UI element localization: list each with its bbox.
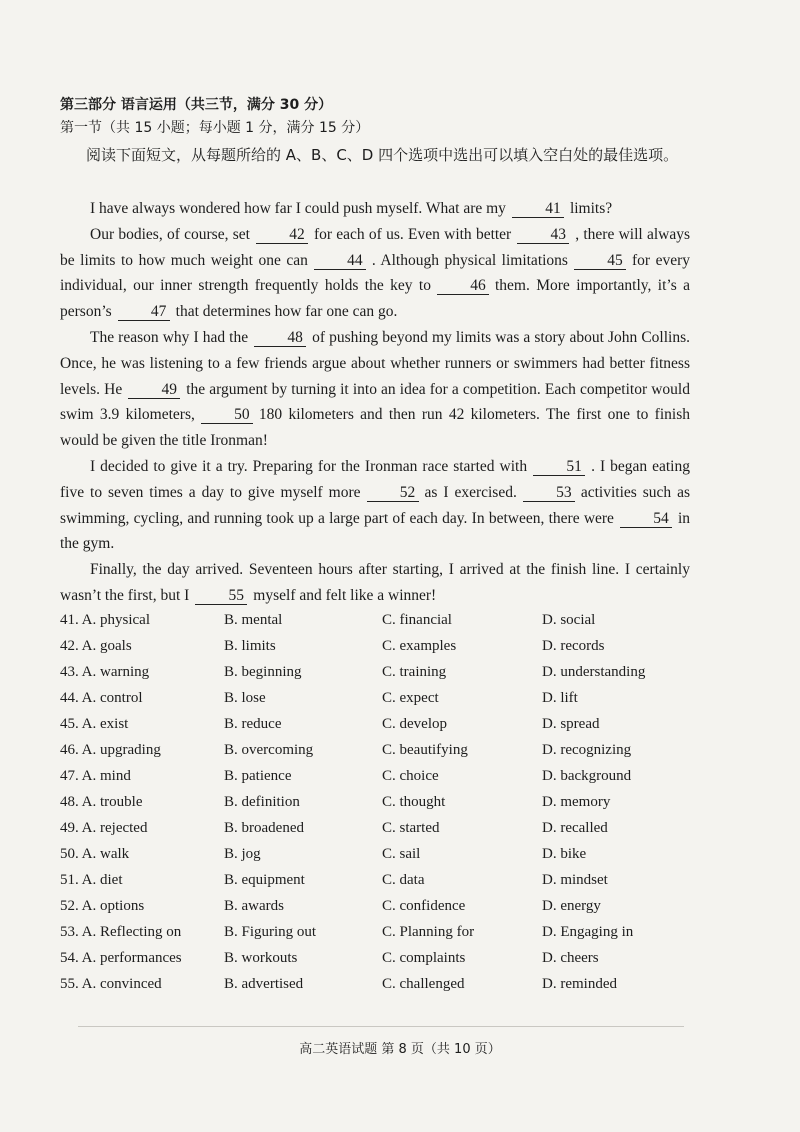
passage-text: that determines how far one can go. xyxy=(175,303,398,321)
option-b: B. patience xyxy=(224,768,292,784)
passage-text: 180 kilometers and then run 42 kilometers. The first one to finish would be given the title Ironman! xyxy=(60,406,690,450)
option-c: C. expect xyxy=(382,690,439,706)
section-title: 第三部分 语言运用（共三节，满分 30 分） xyxy=(60,97,333,113)
option-a: 46. A. upgrading xyxy=(60,742,161,758)
option-a: 47. A. mind xyxy=(60,768,131,784)
blank-41: 41 xyxy=(512,200,564,218)
divider xyxy=(78,1026,684,1027)
option-a: 45. A. exist xyxy=(60,716,129,732)
option-d: D. cheers xyxy=(542,950,599,966)
passage-text: for every individual, our inner strength frequently holds the key to xyxy=(60,251,690,295)
paragraph-3 xyxy=(60,325,690,454)
passage-text: I decided to give it a try. Preparing for the Ironman race started with xyxy=(90,457,528,475)
option-row xyxy=(60,846,700,872)
passage-text: The reason why I had the xyxy=(90,328,249,346)
page-footer: 高二英语试题 第 8 页（共 10 页） xyxy=(299,1042,501,1057)
blank-42: 42 xyxy=(256,226,308,244)
option-row xyxy=(60,742,700,768)
option-b: B. advertised xyxy=(224,976,304,992)
option-b: B. Figuring out xyxy=(224,924,317,940)
option-row xyxy=(60,638,700,664)
option-row xyxy=(60,716,700,742)
paragraph-2 xyxy=(60,222,690,325)
option-b: B. limits xyxy=(224,638,276,654)
option-c: C. training xyxy=(382,664,447,680)
passage-text: in the gym. xyxy=(60,509,690,553)
option-row xyxy=(60,768,700,794)
option-d: D. energy xyxy=(542,898,601,914)
blank-43: 43 xyxy=(517,226,569,244)
option-d: D. reminded xyxy=(542,976,617,992)
passage-text: myself and felt like a winner! xyxy=(253,586,437,604)
option-b: B. definition xyxy=(224,794,300,810)
option-row xyxy=(60,924,700,950)
option-b: B. mental xyxy=(224,612,283,628)
option-a: 50. A. walk xyxy=(60,846,130,862)
option-c: C. thought xyxy=(382,794,446,810)
option-c: C. examples xyxy=(382,638,457,654)
option-row xyxy=(60,872,700,898)
option-b: B. beginning xyxy=(224,664,302,680)
option-d: D. spread xyxy=(542,716,600,732)
paragraph-4 xyxy=(60,454,690,557)
passage-text: limits? xyxy=(569,200,613,217)
option-b: B. broadened xyxy=(224,820,304,836)
option-row xyxy=(60,612,700,638)
blank-52: 52 xyxy=(367,484,419,502)
directions: 阅读下面短文，从每题所给的 A、B、C、D 四个选项中选出可以填入空白处的最佳选项。 xyxy=(86,146,679,164)
option-c: C. data xyxy=(382,872,425,888)
paragraph-5 xyxy=(60,557,690,609)
option-d: D. recalled xyxy=(542,820,608,836)
option-a: 55. A. convinced xyxy=(60,976,162,992)
passage-text: I have always wondered how far I could push myself. What are my xyxy=(90,200,506,217)
passage-text: Our bodies, of course, set xyxy=(90,225,250,243)
option-row xyxy=(60,794,700,820)
passage-text: of pushing beyond my limits was a story about John Collins. Once, he was listening to a few friends argue about whether runners or swimmers had better fitness levels. He xyxy=(60,328,690,398)
blank-54: 54 xyxy=(620,510,672,528)
option-d: D. understanding xyxy=(542,664,646,680)
blank-49: 49 xyxy=(128,381,180,399)
option-b: B. workouts xyxy=(224,950,298,966)
option-row xyxy=(60,898,700,924)
paragraph-1 xyxy=(60,196,690,222)
passage-text: them. More importantly, it’s a person’s xyxy=(60,277,690,321)
blank-44: 44 xyxy=(314,252,366,270)
option-d: D. bike xyxy=(542,846,587,862)
option-c: C. financial xyxy=(382,612,452,628)
option-a: 49. A. rejected xyxy=(60,820,148,836)
option-d: D. mindset xyxy=(542,872,608,888)
option-c: C. sail xyxy=(382,846,421,862)
option-c: C. beautifying xyxy=(382,742,468,758)
option-d: D. Engaging in xyxy=(542,924,634,940)
passage-text: activities such as swimming, cycling, and running took up a large part of each day. In between, there were xyxy=(60,483,690,527)
option-d: D. memory xyxy=(542,794,611,810)
option-row xyxy=(60,976,700,1002)
blank-48: 48 xyxy=(254,329,306,347)
option-b: B. reduce xyxy=(224,716,282,732)
passage-text: the argument by turning it into an idea for a competition. Each competitor would swim 3.9 kilometers, xyxy=(60,380,690,424)
option-c: C. complaints xyxy=(382,950,466,966)
passage-text: for each of us. Even with better xyxy=(313,225,512,243)
passage-text: Finally, the day arrived. Seventeen hours after starting, I arrived at the finish line. I certainly wasn’t the first, but I xyxy=(60,561,690,604)
blank-46: 46 xyxy=(437,277,489,295)
option-c: C. challenged xyxy=(382,976,465,992)
answer-options xyxy=(60,612,700,1002)
blank-50: 50 xyxy=(201,406,253,424)
blank-53: 53 xyxy=(523,484,575,502)
option-d: D. records xyxy=(542,638,605,654)
passage-text: , there will always be limits to how much weight one can xyxy=(60,225,691,269)
option-b: B. awards xyxy=(224,898,284,914)
option-d: D. lift xyxy=(542,690,578,706)
option-row xyxy=(60,664,700,690)
option-a: 51. A. diet xyxy=(60,872,123,888)
option-a: 41. A. physical xyxy=(60,612,150,628)
option-a: 53. A. Reflecting on xyxy=(60,924,182,940)
blank-51: 51 xyxy=(533,458,585,476)
option-row xyxy=(60,950,700,976)
blank-47: 47 xyxy=(118,303,170,321)
option-d: D. social xyxy=(542,612,596,628)
option-c: C. choice xyxy=(382,768,439,784)
option-d: D. background xyxy=(542,768,632,784)
option-b: B. jog xyxy=(224,846,261,862)
option-a: 43. A. warning xyxy=(60,664,150,680)
option-c: C. confidence xyxy=(382,898,466,914)
passage-text: . Although physical limitations xyxy=(371,251,568,269)
option-row xyxy=(60,690,700,716)
option-a: 44. A. control xyxy=(60,690,143,706)
option-a: 52. A. options xyxy=(60,898,145,914)
blank-55: 55 xyxy=(195,587,247,605)
option-d: D. recognizing xyxy=(542,742,632,758)
option-c: C. started xyxy=(382,820,440,836)
option-a: 54. A. performances xyxy=(60,950,182,966)
option-b: B. lose xyxy=(224,690,266,706)
option-c: C. Planning for xyxy=(382,924,475,940)
cloze-passage xyxy=(60,196,690,609)
option-row xyxy=(60,820,700,846)
option-a: 42. A. goals xyxy=(60,638,132,654)
passage-text: . I began eating five to seven times a day to give myself more xyxy=(60,457,690,501)
option-b: B. equipment xyxy=(224,872,305,888)
subsection-title: 第一节（共 15 小题；每小题 1 分，满分 15 分） xyxy=(60,120,370,136)
option-c: C. develop xyxy=(382,716,447,732)
blank-45: 45 xyxy=(574,252,626,270)
passage-text: as I exercised. xyxy=(424,483,517,501)
option-b: B. overcoming xyxy=(224,742,314,758)
option-a: 48. A. trouble xyxy=(60,794,143,810)
